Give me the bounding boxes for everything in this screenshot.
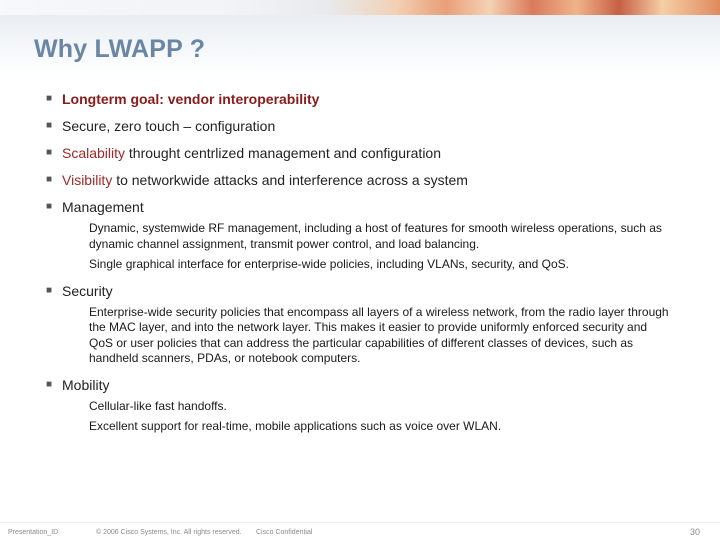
footer-copyright: © 2006 Cisco Systems, Inc. All rights reserved.	[96, 529, 242, 536]
management-sub-rf: Dynamic, systemwide RF management, including a host of features for smooth wireless operations, such as dynamic channel assignment, transmit power control, and load balancing.	[89, 221, 662, 251]
slide-title: Why LWAPP ?	[34, 35, 206, 63]
mobility-sub-handoffs: Cellular-like fast handoffs.	[89, 398, 227, 413]
bullet-text: to networkwide attacks and interference across a system	[112, 172, 468, 188]
security-sub-policies: Enterprise-wide security policies that encompass all layers of a wireless network, from the radio layer through the MAC layer, and into the network layer. This makes it easier to provide uniformly enforced security and QoS or user policies that can address the particular capabilities of different classes of devices, such as handheld scanners, PDAs, or notebook computers.	[89, 304, 669, 365]
bullet-visibility	[46, 171, 696, 189]
bullet-text: Secure, zero touch – configuration	[62, 118, 276, 134]
bullet-vendor-interoperability	[46, 90, 696, 108]
square-bullet-icon: ■	[46, 174, 53, 185]
bullet-lead: Visibility	[62, 172, 113, 188]
bullet-zero-touch	[46, 117, 696, 135]
bullet-security	[46, 282, 696, 300]
square-bullet-icon: ■	[46, 120, 53, 131]
bullet-text: Longterm goal: vendor interoperability	[62, 91, 320, 107]
slide-content	[46, 90, 696, 444]
bullet-scalability	[46, 144, 696, 162]
bullet-text: throught centrlized management and configuration	[125, 145, 442, 161]
bullet-text: Mobility	[62, 376, 110, 393]
footer-page-number: 30	[690, 527, 701, 537]
square-bullet-icon: ■	[46, 93, 53, 104]
bullet-text: Management	[62, 199, 144, 215]
bullet-lead: Scalability	[62, 145, 126, 161]
square-bullet-icon: ■	[46, 201, 53, 212]
header-banner-fade	[0, 0, 720, 15]
footer-divider	[0, 522, 720, 523]
square-bullet-icon: ■	[46, 284, 53, 296]
mobility-sub-realtime: Excellent support for real-time, mobile applications such as voice over WLAN.	[89, 419, 502, 433]
management-sub-interface: Single graphical interface for enterprise-wide policies, including VLANs, security, and QoS.	[89, 257, 570, 271]
footer-presentation-id: Presentation_ID	[8, 529, 59, 536]
footer-confidential: Cisco Confidential	[256, 529, 313, 536]
square-bullet-icon: ■	[46, 378, 53, 390]
bullet-text: Security	[62, 282, 113, 299]
square-bullet-icon: ■	[46, 147, 53, 158]
bullet-management	[46, 198, 696, 216]
bullet-mobility	[46, 376, 696, 394]
